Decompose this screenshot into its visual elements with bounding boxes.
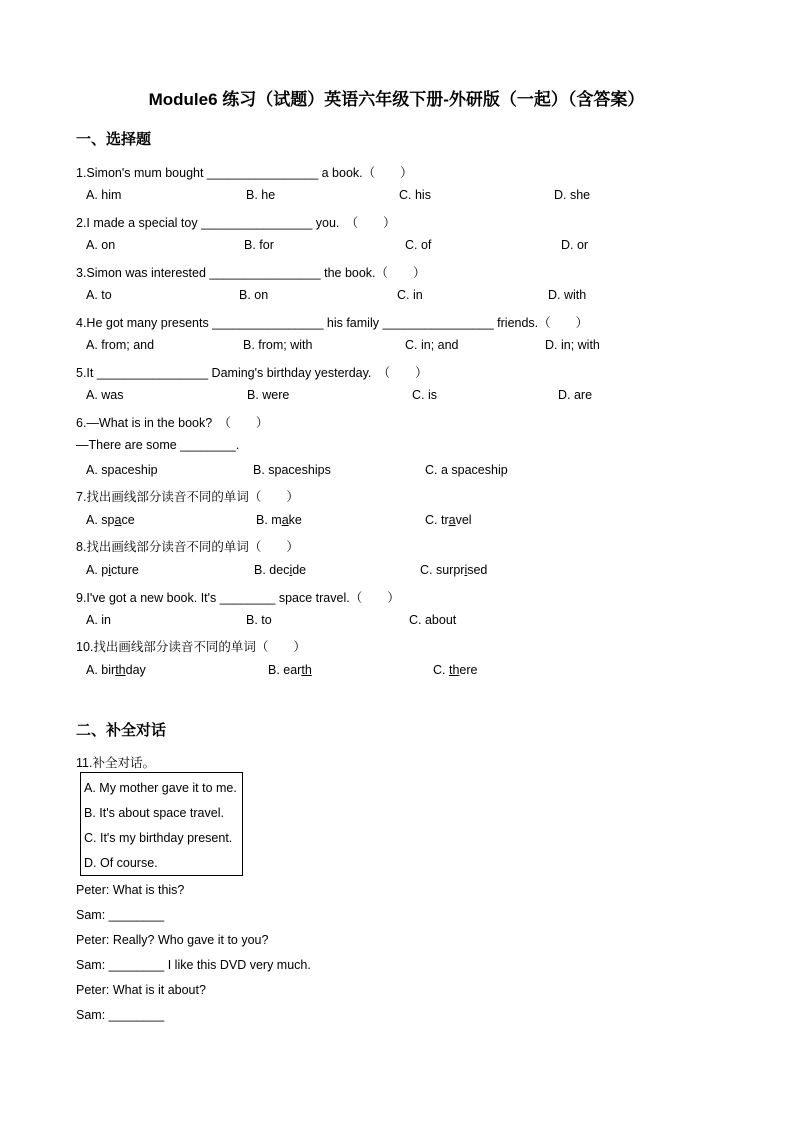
dialogue-line: Peter: What is it about?: [76, 983, 206, 997]
q7-option-a: A. space: [86, 513, 135, 527]
q10-option-a: A. birthday: [86, 663, 146, 677]
question-4: 4.He got many presents ________________ his family ________________ friends.（ ）: [76, 316, 589, 330]
q3-option-a: A. to: [86, 288, 112, 302]
question-8: 8.找出画线部分读音不同的单词（ ）: [76, 540, 299, 554]
question-3: 3.Simon was interested ________________ the book.（ ）: [76, 266, 426, 280]
question-7: 7.找出画线部分读音不同的单词（ ）: [76, 490, 299, 504]
q10-option-b: B. earth: [268, 663, 312, 677]
q5-option-c: C. is: [412, 388, 437, 402]
dialogue-line: Peter: Really? Who gave it to you?: [76, 933, 269, 947]
q1-option-b: B. he: [246, 188, 276, 202]
q2-option-d: D. or: [561, 238, 589, 252]
q2-option-a: A. on: [86, 238, 116, 252]
question-6-response: —There are some ________.: [76, 438, 240, 452]
q4-option-c: C. in; and: [405, 338, 459, 352]
section-heading-choice: 一、选择题: [76, 131, 152, 148]
q1-option-c: C. his: [399, 188, 431, 202]
question-1: 1.Simon's mum bought ________________ a book.（ ）: [76, 166, 413, 180]
section-heading-dialogue: 二、补全对话: [76, 722, 167, 739]
q2-option-b: B. for: [244, 238, 274, 252]
q6-option-a: A. spaceship: [86, 463, 158, 477]
q8-option-b: B. decide: [254, 563, 307, 577]
q7-option-b: B. make: [256, 513, 302, 527]
question-2: 2.I made a special toy ________________ you. （ ）: [76, 216, 396, 230]
q6-option-c: C. a spaceship: [425, 463, 508, 477]
question-11: 11.补全对话。: [76, 756, 155, 770]
q8-option-a: A. picture: [86, 563, 139, 577]
q4-option-b: B. from; with: [243, 338, 313, 352]
q10-option-c: C. there: [433, 663, 478, 677]
q8-option-c: C. surprised: [420, 563, 488, 577]
q4-option-a: A. from; and: [86, 338, 155, 352]
q7-option-c: C. travel: [425, 513, 472, 527]
q5-option-b: B. were: [247, 388, 290, 402]
box-option-a: A. My mother gave it to me.: [84, 781, 237, 795]
q5-option-a: A. was: [86, 388, 124, 402]
page-title: Module6 练习（试题）英语六年级下册-外研版（一起）（含答案）: [148, 90, 645, 109]
box-option-b: B. It's about space travel.: [84, 806, 224, 820]
q1-option-d: D. she: [554, 188, 591, 202]
dialogue-line: Sam: ________ I like this DVD very much.: [76, 958, 311, 972]
q9-option-b: B. to: [246, 613, 272, 627]
q5-option-d: D. are: [558, 388, 593, 402]
dialogue-line: Peter: What is this?: [76, 883, 185, 897]
q3-option-b: B. on: [239, 288, 269, 302]
question-5: 5.It ________________ Daming's birthday yesterday. （ ）: [76, 366, 428, 380]
dialogue-line: Sam: ________: [76, 1008, 165, 1022]
q9-option-a: A. in: [86, 613, 112, 627]
question-9: 9.I've got a new book. It's ________ space travel.（ ）: [76, 591, 400, 605]
question-6: 6.—What is in the book? （ ）: [76, 416, 269, 430]
q1-option-a: A. him: [86, 188, 122, 202]
q9-option-c: C. about: [409, 613, 457, 627]
question-10: 10.找出画线部分读音不同的单词（ ）: [76, 640, 306, 654]
q3-option-c: C. in: [397, 288, 423, 302]
box-option-d: D. Of course.: [84, 856, 158, 870]
q6-option-b: B. spaceships: [253, 463, 331, 477]
box-option-c: C. It's my birthday present.: [84, 831, 233, 845]
q3-option-d: D. with: [548, 288, 587, 302]
dialogue-line: Sam: ________: [76, 908, 165, 922]
q4-option-d: D. in; with: [545, 338, 600, 352]
q2-option-c: C. of: [405, 238, 432, 252]
option-box: [80, 772, 243, 876]
